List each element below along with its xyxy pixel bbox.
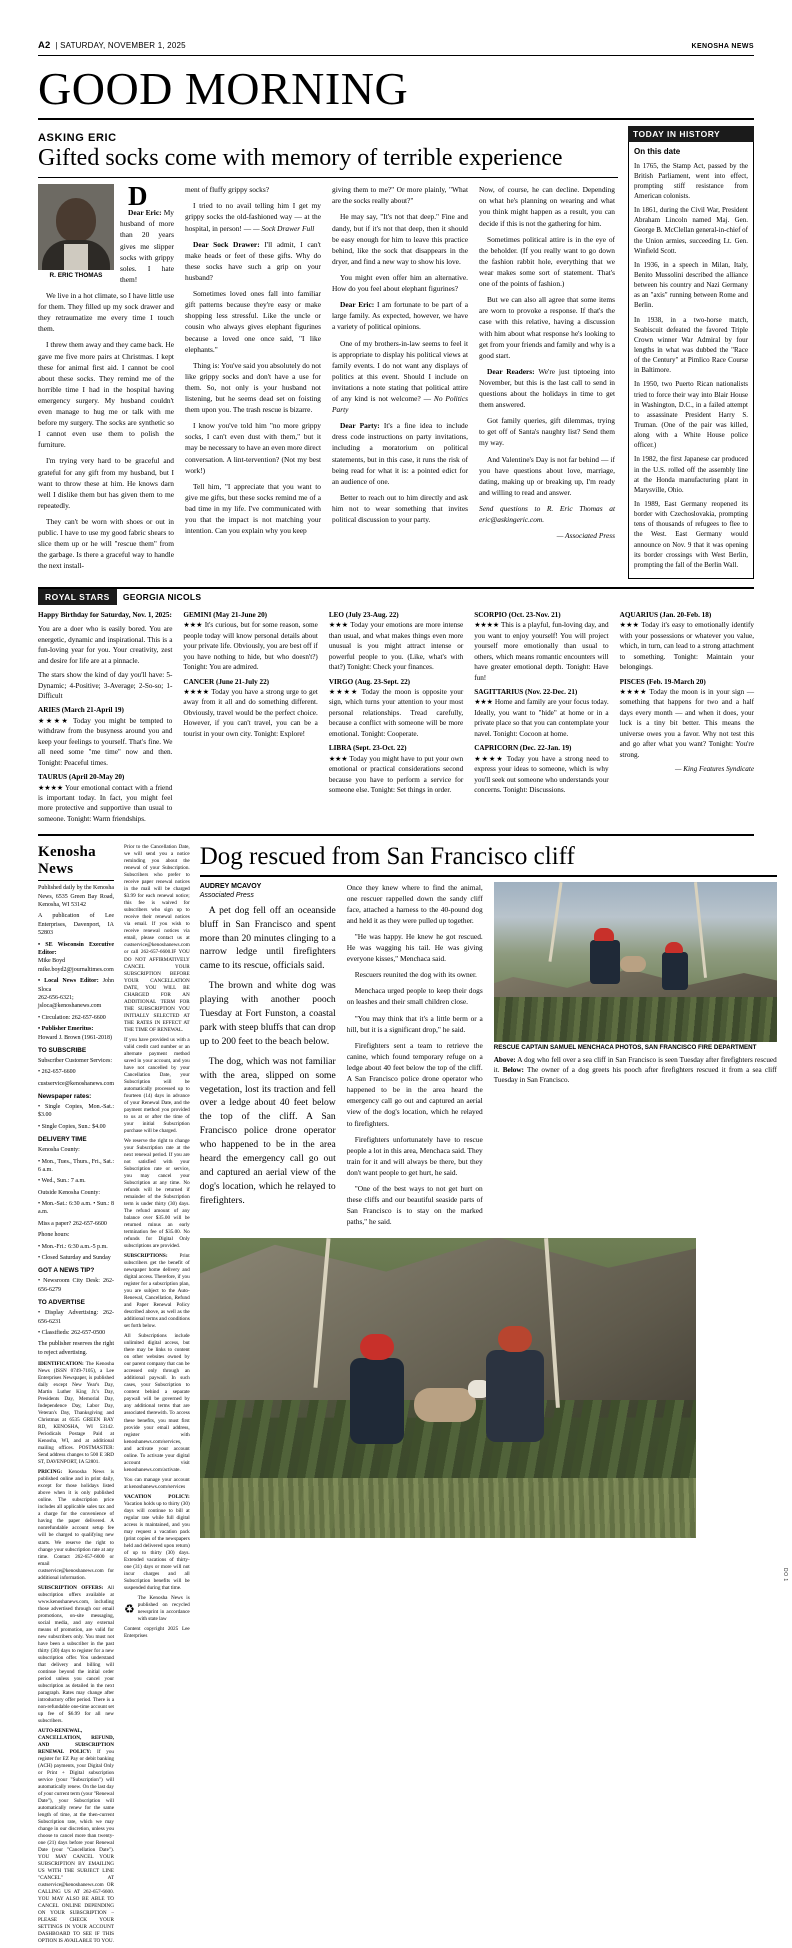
signature: No Politics Party	[332, 394, 468, 415]
exec-editor-email[interactable]: mike.boyd2@journaltimes.com	[38, 966, 114, 973]
paragraph: Now, of course, he can decline. Depending on what he's planning on wearing and what you think might happen as a result, you can decide if this is not the gathering for him.	[479, 185, 615, 228]
royal-stars-header	[38, 587, 754, 605]
recycle-note: The Kenosha News is published on recycled newsprint in accordance with state law	[137, 1594, 190, 1622]
history-entry: In 1938, in a two-horse match, Seabiscuit defeated the favored Triple Crown winner War Admiral by four lengths in what was dubbed the "Race of the Century" at Pimlico Race Course in Baltimore.	[634, 315, 748, 375]
paragraph-text: I am fortunate to be part of a large family. As expected, however, we have a variety of political opinions.	[332, 300, 468, 332]
sign-stars: ★★★★	[328, 688, 359, 696]
salutation: Dear Eric:	[128, 208, 162, 218]
autorenew-label: AUTO-RENEWAL, CANCELLATION, REFUND, AND SUBSCRIPTION RENEWAL POLICY:	[38, 1727, 115, 1755]
paragraph: "One of the best ways to not get hurt on these cliffs and our beautiful seaside parts of San Francisco is to stay on the marked paths," he said.	[346, 1184, 483, 1227]
sign-text: Home and family are your focus today. Ideally, you want to "hide" at home or in a private place so that you can contemplate your navel. Tonight: Cocoon at home.	[474, 698, 609, 738]
sign-name: PISCES (Feb. 19-March 20)	[619, 677, 706, 686]
birthday-title: Happy Birthday for Saturday, Nov. 1, 2025:	[38, 610, 172, 619]
dog-lead	[200, 904, 336, 1208]
rates-title: Newspaper rates:	[38, 1093, 92, 1101]
paragraph-text: My husband of more than 20 years gives me slipper socks with grippy soles. I hate them!	[120, 208, 174, 284]
sign-text: Today you might have to put your own emotional or practical considerations second because you have to perform a service for someone else. Tonight: Set things in order.	[328, 754, 464, 794]
horoscope-column-4	[474, 610, 608, 828]
paragraph	[332, 420, 468, 487]
paragraph-text: It's a fine idea to include dress code instructions on party invitations, including a moratorium on political statements, but in this case, it runs the risk of being read for what it is: a pointed edict for an audience of one.	[332, 421, 468, 486]
photo-caption	[494, 1055, 777, 1086]
dog-photo-block	[494, 882, 777, 1233]
autorenew-text-2: Prior to the Cancellation Date, we will send you a notice reminding you about the renewal of your Subscription. Subscribers who prefer to receive paper renewal notices in the mail will be charged $3.99 for each renewal notice; this fee is waived for subscribers who sign up to receive their renewal notices via email. If you wish to receive renewal notices via email, please contact us at custservice@kenoshanews.com or call 262-657-6600.IF YOU DO NOT AFFIRMATIVELY CANCEL YOUR SUBSCRIPTION BEFORE YOUR CANCELLATION DATE, YOU WILL BE CHARGED FOR AN ADDITIONAL TERM FOR THE SUBSCRIPTION YOU INITIALLY SELECTED AT THE RATES IN EFFECT AT THE TIME OF RENEWAL.	[124, 844, 190, 1033]
page-number: A2	[38, 40, 51, 51]
caption-text-below: The owner of a dog greets his pooch after firefighters rescued it from a sea cliff Tuesday in San Francisco.	[493, 1066, 777, 1085]
masthead-details	[38, 884, 114, 1357]
sign-name: LEO (July 23-Aug. 22)	[328, 610, 399, 619]
dog-headline: Dog rescued from San Francisco cliff	[199, 843, 575, 871]
subscriptions-label: SUBSCRIPTIONS:	[124, 1253, 168, 1260]
divider	[38, 177, 618, 178]
copyright-line: Content copyright 2025 Lee Enterprises	[124, 1625, 190, 1639]
delivery-line: • Mon., Tues., Thurs., Fri., Sat.: 6 a.m.	[38, 1158, 115, 1173]
subscribe-line[interactable]: • 262-657-6600	[38, 1069, 76, 1076]
paragraph-text: One of my brothers-in-law seems to feel it is appropriate to display his political views at family events. I do not want any displays of politics at this event. Should I include on invitations a note stating that political attire of any kind is not welcome? —	[332, 338, 468, 404]
subscribe-line[interactable]: custservice@kenoshanews.com	[38, 1080, 115, 1087]
paragraph: They can't be worn with shoes or out in public. I have to use my good fabric shears to slice them up or he will "rescue them" from the garbage. Is there a graceful way to handle the next install-	[38, 517, 174, 571]
exec-editor	[38, 941, 114, 975]
identification-label: IDENTIFICATION:	[38, 1361, 84, 1368]
outside-line: Miss a paper? 262-657-6600	[38, 1220, 107, 1227]
sign-stars: ★★★★	[474, 621, 500, 630]
advertise-line: The publisher reserves the right to reject advertising.	[38, 1341, 115, 1356]
news-editor-name: John Sloca	[38, 978, 115, 993]
sign-stars: ★★★	[474, 698, 493, 707]
exec-editor-label: • SE Wisconsin Executive Editor:	[38, 941, 115, 956]
news-editor-contact[interactable]: 262-656-6321; jsloca@kenoshanews.com	[38, 994, 102, 1010]
history-entry: In 1989, East Germany reopened its border with Czechoslovakia, prompting tens of thousands of refugees to flee to the West. East Germany would announce on Nov. 9 that it was opening its border crossings with West Berlin, prompting the fall of the Berlin Wall.	[634, 499, 748, 569]
identification-text: The Kenosha News (ISSN 0749-7105), a Lee Enterprises Newspaper, is published daily except New Year's Day, Martin Luther King Jr.'s Day, Presidents Day, Memorial Day, Independence Day, Labor Day, Veteran's Day, Thanksgiving and Christmas at 6535 GREEN BAY RD, KENOSHA, WI 53142. Periodicals Postage Paid at Kenosha, WI, and at additional mailing offices. POSTMASTER: Send address changes to 500 E 3RD ST, DAVENPORT, IA 52801.	[38, 1361, 115, 1466]
paragraph: "You may think that it's a little berm or a hill, but it is a significant drop," he said.	[346, 1013, 483, 1034]
horoscope-sign	[38, 705, 172, 768]
paragraph: But we can also all agree that some items are worn to provoke a response. If that's the case with this relative, having a discussion with him about what response he's looking to get from your friends and family and why is a good start.	[479, 295, 615, 360]
today-in-history-body	[628, 142, 754, 579]
salutation: Dear Party:	[340, 421, 380, 431]
publisher-name: Howard J. Brown (1961-2018)	[38, 1034, 112, 1041]
delivery-line: • Wed., Sun.: 7 a.m.	[38, 1178, 86, 1185]
caption-label-below: Below:	[502, 1066, 524, 1074]
paragraph	[185, 200, 321, 233]
publisher-emeritus	[38, 1025, 114, 1042]
paragraph: Thing is: You've said you absolutely do not like grippy socks and don't have a use for them. So, not only is your husband not listening, but he seems dead set on foisting them upon you. The trash rescue is bizarre.	[185, 360, 321, 415]
delivery-title: DELIVERY TIME	[38, 1136, 87, 1144]
rate-line: • Single Copies, Mon.-Sat.: $3.00	[38, 1104, 115, 1119]
history-entry: In 1765, the Stamp Act, passed by the British Parliament, went into effect, prompting stiff resistance from American colonists.	[634, 161, 748, 201]
sign-text: It's curious, but for some reason, some people today will know personal details about your private life. Obviously, you are best off if you have nothing to hide, but who doesn't?) Tonight: You are admired.	[183, 621, 318, 672]
rescue-photo-bottom	[200, 1238, 696, 1538]
subscribe-line: Subscriber Customer Services:	[38, 1057, 112, 1064]
sign-text: Today the moon is in your sign — something that happens for two and a half days every month — and when it does, your luck is a tiny bit better. This means the universe owes you a favor. Why not test this and go after what you want? Tonight: You're strong.	[619, 688, 755, 759]
recycle-icon: ♻	[124, 1601, 135, 1616]
vacation-text: Vacation holds up to thirty (30) days will continue to bill at regular rate while full digital access is maintained, and you may request a vacation pack (print copies of the newspapers held and delivered upon return) of up to thirty (30) days. Extended vacations of thirty-one (31) days or more will not incur charges and all Subscription benefits will be suspended during that time.	[124, 1500, 190, 1591]
subscriptions-text-2: All Subscriptions include unlimited digital access, but there may be links to content on other websites owned by our parent company that can be accessed only through an additional paywall. In such cases, your Subscription to content behind a separate paywall will be governed by any additional terms that are associated therewith. To access these benefits, you must first provide your email address, register with kenoshanews.com/services, and activate your account online. To activate your digital account visit kenoshanews.com/activate.	[124, 1333, 190, 1473]
suboffers-text: All subscription offers available at www.kenoshanews.com, including those advertised through our email promotions, on-site messaging, social media, and any external means of promotion, are valid for new subscribers only. You must not have been a subscriber in the past thirty (30) days to register for a new subscription offer. You understand that delivery and billing will continue beyond the initial order period unless you cancel your subscription as detailed in the next paragraph. Rates may change after introductory offer period. There is a non-refundable one-time account set up fee of $6.99 for all new subscribers.	[38, 1584, 115, 1724]
paragraph	[332, 338, 468, 416]
paragraph: And Valentine's Day is not far behind — if you have questions about love, marriage, dating, making up or breaking up, I'm ready and willing to read and answer.	[479, 454, 615, 497]
paragraph: "He was happy. He knew he got rescued. He was wagging his tail. He was giving everyone kisses," Menchaca said.	[346, 931, 483, 964]
subscriptions-text: Print subscribers get the benefit of newspaper home delivery and digital access. Therefore, if you register for a subscription plan, you are subject to the Auto-Renewal, Cancellation, Refund and Paper Renewal Policy described above, as well as the additional terms and conditions set forth below.	[124, 1253, 190, 1330]
history-entry: In 1950, two Puerto Rican nationalists tried to force their way into Blair House in Washington, D.C., in a failed attempt to assassinate President Harry S. Truman. (One of the pair was killed, along with a White House police officer.)	[634, 380, 748, 450]
outside-title: Outside Kenosha County:	[38, 1189, 100, 1196]
exec-editor-name: Mike Boyd	[38, 958, 66, 965]
vacation-label: VACATION POLICY:	[124, 1493, 190, 1500]
page-paper-name: KENOSHA NEWS	[691, 43, 754, 50]
sign-text: Today the moon is opposite your sign, which turns your attention to your most personal relationships. Tread carefully, because a conflict with someone will be more emotional. Tonight: Cooperate.	[328, 688, 464, 738]
sign-name: SCORPIO (Oct. 23-Nov. 21)	[474, 610, 561, 619]
paragraph	[185, 239, 321, 283]
sign-stars: ★★★	[328, 754, 348, 763]
advertise-line[interactable]: • Display Advertising: 262-656-6231	[38, 1310, 115, 1325]
page-title: GOOD MORNING	[38, 56, 754, 120]
paragraph-text: I tried to no avail telling him I get my grippy socks the old-fashioned way — at the hospital, in person! —	[185, 201, 321, 233]
today-in-history-subtitle: On this date	[634, 147, 681, 156]
phone-line: • Closed Saturday and Sunday	[38, 1255, 111, 1262]
paragraph: giving them to me?" Or more plainly, "What are the socks really about?"	[332, 185, 468, 206]
royal-stars-byline: GEORGIA NICOLS	[122, 591, 202, 602]
paragraph: I know you've told him "no more grippy socks, I can't even dust with them," but it may be necessary to have an even more direct conversation. A lint-tervention? (Not my best work!)	[185, 421, 321, 475]
salutation: Dear Readers:	[487, 366, 535, 376]
paragraph	[332, 299, 468, 332]
dropcap: D	[128, 181, 148, 212]
page-date: SATURDAY, NOVEMBER 1, 2025	[60, 41, 186, 50]
dog-column-1	[200, 882, 336, 1233]
phone-line: • Mon.-Fri.: 6:30 a.m.-5 p.m.	[38, 1243, 108, 1250]
history-entry: In 1861, during the Civil War, President Abraham Lincoln named Maj. Gen. George B. McClellan general-in-chief of the Union armies, succeeding Lt. Gen. Winfield Scott.	[634, 206, 748, 255]
photo-credit: RESCUE CAPTAIN SAMUEL MENCHACA PHOTOS, SAN FRANCISCO FIRE DEPARTMENT	[493, 1043, 757, 1051]
news-editor-label: • Local News Editor:	[38, 978, 99, 985]
news-editor	[38, 977, 114, 1011]
division-info: A publication of Lee Enterprises, Davenport, IA 52803	[38, 913, 115, 937]
news-tip-line[interactable]: • Newsroom City Desk: 262-656-6279	[38, 1278, 115, 1293]
published-info: Published daily by the Kenosha News, 6535 Green Bay Road, Kenosha, WI 53142	[38, 885, 115, 909]
horoscope-column-2	[183, 610, 317, 828]
sign-stars: ★★★★	[619, 688, 647, 696]
autorenew-text-3: If you have provided us with a valid credit card number or an alternate payment method saved in your account, and you have not cancelled by your Cancellation Date, your Subscription will be automatically processed up to fourteen (14) days in advance of your Renewal Date, and the payment method you provided to us at or after the time of your initial Subscription purchase will be charged.	[124, 1036, 190, 1134]
wire-credit: — Associated Press	[556, 531, 615, 541]
paragraph: I threw them away and they came back. He gave me five more pairs at Christmas. I kept these for animal first aid. I cannot be cool about these socks. They remind me of the horrible time I had in the hospital having emergency surgery. My husband couldn't even manage to hug me or talk with me before my surgery. The socks are synthetic so I cannot even use them to polish the furniture.	[38, 340, 174, 450]
sign-text: Today it's easy to emotionally identify with your possessions or whatever you value, which, in turn, can lead to a strong attachment to something. Tonight: Maintain your belongings.	[619, 621, 755, 672]
paragraph: Once they knew where to find the animal, one rescuer rappelled down the sandy cliff face, attached a harness to the 40-pound dog and held it as they were pulled up together.	[346, 882, 483, 925]
delivery-sub: Kenosha County:	[38, 1147, 80, 1154]
today-in-history-box	[628, 126, 754, 579]
sign-text: Your emotional contact with a friend is important today. In fact, you might feel more protective and supportive than usual to someone. Tonight: Warm friendships.	[38, 783, 173, 823]
horoscope-sign	[329, 610, 463, 673]
sign-text: Today you have a strong urge to get away from it all and do something different. Obviously, travel would be the perfect choice. However, if you can't travel, you can be a tourist in your own city. Tonight: Explore!	[183, 688, 318, 738]
paragraph: Better to reach out to him directly and ask him not to wear something that invites political discussion to your party.	[332, 492, 468, 525]
sign-name: SAGITTARIUS (Nov. 22-Dec. 21)	[474, 688, 578, 696]
page-header	[38, 40, 754, 56]
asking-eric-column-2	[185, 184, 321, 576]
paragraph: The brown and white dog was playing with another pooch Tuesday at Fort Funston, a coastal park with steep bluffs that can drop up to 200 feet to the beach below.	[199, 980, 336, 1047]
legal-overflow-column	[124, 844, 190, 1948]
horoscope-column-3	[329, 610, 463, 828]
horoscope-sign	[183, 677, 317, 740]
asking-eric-headline: Gifted socks come with memory of terrible experience	[38, 145, 563, 171]
horoscope-sign	[329, 677, 463, 740]
sign-name: AQUARIUS (Jan. 20-Feb. 18)	[619, 610, 712, 619]
caption-label-above: Above:	[493, 1055, 516, 1064]
contact-note: Send questions to R. Eric Thomas at eric@askingeric.com.	[479, 504, 615, 525]
subscribe-title: TO SUBSCRIBE	[38, 1046, 87, 1054]
today-in-history-title: TODAY IN HISTORY	[628, 126, 754, 142]
horoscope-sign	[474, 743, 608, 795]
sign-stars: ★★★	[183, 621, 203, 630]
birthday-text: You are a doer who is easily bored. You are energetic, dynamic and inspirational. This is a fun-loving year for you. Your creativity, zest and desire for life are at a pinnacle.	[38, 625, 173, 665]
dog-column-2	[347, 882, 483, 1233]
royal-stars-tag: ROYAL STARS	[38, 589, 117, 605]
paragraph-text: We're just tiptoeing into November, but this is the last call to send in questions about the holidays in time to get them answered.	[479, 366, 615, 410]
paragraph: Tell him, "I appreciate that you want to give me gifts, but these socks remind me of a bad time in my life. I've communicated with you that the impact is not matching your intention. Can you explain why you keep	[185, 481, 321, 536]
horoscope-column-5	[620, 610, 754, 828]
horoscope-column-1	[38, 610, 172, 828]
sign-stars: ★★★★	[183, 688, 210, 696]
signature: — Sock Drawer Full	[252, 223, 315, 233]
sign-name: TAURUS (April 20-May 20)	[38, 773, 125, 782]
page-header-left: A2 | SATURDAY, NOVEMBER 1, 2025	[38, 40, 186, 51]
divider	[200, 875, 777, 877]
sign-stars: ★★★	[328, 621, 349, 630]
sign-text: Today your emotions are more intense than usual, and what makes things even more unusual is you might attract intense or powerful people to you. (Like, what's with that?) Tonight: Check your finances.	[328, 621, 464, 672]
horoscope-sign	[620, 677, 754, 761]
newspaper-masthead-box	[38, 844, 114, 1948]
advertise-title: TO ADVERTISE	[38, 1299, 85, 1307]
caption-text-above: A dog who fell over a sea cliff in San Francisco is seen Tuesday after firefighters rescued it.	[493, 1055, 777, 1074]
paragraph: We live in a hot climate, so I have little use for them. They filled up my sock drawer and they retraumatize me every time I touch them.	[38, 290, 174, 334]
byline-name: AUDREY MCAVOY	[199, 882, 262, 890]
pricing-label: PRICING:	[38, 1469, 63, 1476]
sign-stars: ★★★	[619, 621, 640, 630]
paragraph: Menchaca urged people to keep their dogs on leashes and their small children close.	[346, 986, 483, 1007]
news-tip-title: GOT A NEWS TIP?	[38, 1267, 95, 1275]
circulation-line: • Circulation: 262-657-6600	[38, 1014, 106, 1021]
pricing-text: Kenosha News is published online and in print daily, except for those holidays listed above when it is only published online. The subscription price includes all applicable sales tax and a charge for the convenience of having the paper delivered. A nonrefundable account setup fee will be charged to qualifying new starts. We reserve the right to change your subscription rate at any time. Contact 262-657-6600 or email custservice@kenoshanews.com for additional information.	[38, 1469, 115, 1581]
dog-rescue-article	[200, 844, 777, 1948]
paragraph: Sometimes political attire is in the eye of the beholder. (If you really want to go down the fashion rabbit hole, everything that we wear makes some sort of statement. That's one of the points of fashion.)	[479, 234, 615, 289]
publisher-label: • Publisher Emeritus:	[38, 1026, 94, 1033]
paragraph: Got family queries, gift dilemmas, trying to get off of Santa's naughty list? Send them my way.	[479, 416, 615, 448]
stars-key: The stars show the kind of day you'll have: 5-Dynamic; 4-Positive; 3-Average; 2-So-so; 1-Difficult	[38, 671, 173, 700]
history-entry: In 1982, the first Japanese car produced in the U.S. rolled off the assembly line at the Honda manufacturing plant in Marysville, Ohio.	[634, 455, 748, 494]
legal-text-block	[38, 1361, 114, 1945]
asking-eric-column-1	[38, 181, 174, 576]
horoscope-sign	[474, 687, 608, 739]
rescue-photo-top	[494, 882, 777, 1042]
horoscope-sign	[183, 610, 317, 673]
paragraph: Sometimes loved ones fall into familiar gift patterns because they're easy or make shopping less stressful. Like the uncle or cousin who always gives elephant figurines because a loved one once said, "I like elephants."	[185, 289, 321, 354]
sign-name: LIBRA (Sept. 23-Oct. 22)	[328, 744, 407, 753]
sign-name: VIRGO (Aug. 23-Sept. 22)	[328, 677, 411, 686]
subscriptions-text-3: You can manage your account at kenoshanews.com/services	[124, 1476, 190, 1490]
sign-stars: ★★★★	[474, 754, 504, 763]
paragraph: Firefighters unfortunately have to rescue people a lot in this area, Menchaca said. They train for it and will always be there, but they don't want people to get hurt, he said.	[346, 1134, 483, 1178]
horoscope-sign	[329, 743, 463, 795]
sign-stars: ★★★★	[38, 783, 64, 792]
sign-name: CAPRICORN (Dec. 22-Jan. 19)	[474, 744, 572, 753]
paragraph: Firefighters sent a team to retrieve the canine, which found temporary refuge on a ledge about 40 feet below the top of the cliff. A San Francisco police drone operator who happened to be in the area heard the emergency call go out and captured an aerial view of the dog's location, which he relayed to firefighters.	[346, 1040, 483, 1128]
asking-eric-kicker: ASKING ERIC	[38, 132, 117, 144]
paragraph: You might even offer him an alternative. How do you feel about elephant figurines?	[332, 272, 468, 294]
paragraph: Rescuers reunited the dog with its owner.	[354, 970, 477, 980]
phone-title: Phone hours:	[38, 1232, 70, 1239]
sign-name: GEMINI (May 21-June 20)	[183, 610, 268, 619]
outside-line: • Mon.-Sat.: 6:30 a.m. • Sun.: 8 a.m.	[38, 1201, 115, 1216]
advertise-line[interactable]: • Classifieds: 262-657-0500	[38, 1329, 106, 1336]
paragraph: He may say, "It's not that deep." Fine and dandy, but if it's not that deep, then it should be easy enough for him to leave this practice behind, like the sock that disappears in the dryer, and find a new way to show his love.	[332, 212, 468, 266]
suboffers-label: SUBSCRIPTION OFFERS:	[38, 1584, 104, 1591]
sign-stars: ★★★★	[38, 716, 70, 725]
autorenew-text: If you register for EZ Pay or debit banking (ACH) payments, your Digital Only or Print + Digital subscription service (your "Subscription") will automatically renew. On the last day of your current term (your "Renewal Date"), your Subscription will automatically renew for the same length of time, at the then-current Subscription rate, which we may change in our discretion, unless you choose to cancel more than twenty-one (21) days before your Renewal Date (your "Cancellation Date"). YOU MAY CANCEL YOUR SUBSCRIPTION BY EMAILING US WITH THE SUBJECT LINE "CANCEL" AT custservice@kenoshanews.com OR CALLING US AT 262-657-6600. YOU MAY ALSO BE ABLE TO CANCEL ONLINE DEPENDING ON YOUR SUBSCRIPTION – PLEASE CHECK YOUR SETTINGS IN YOUR ACCOUNT DASHBOARD TO SEE IF THIS OPTION IS AVAILABLE TO YOU.	[38, 1748, 115, 1945]
paragraph: The dog, which was not familiar with the area, slipped on some vegetation, lost its traction and fell over a ledge about 40 feet below the top of the cliff. A San Francisco police drone operator who happened to be in the area heard the emergency call go out and captured an aerial view of the dog's location, which he relayed to firefighters.	[199, 1055, 336, 1206]
paragraph: I'm trying very hard to be graceful and grateful for any gift from my husband, but I want to throw these at him. He knows darn well I dislike them but has given them to me repeatedly.	[38, 456, 174, 510]
sign-text: This is a playful, fun-loving day, and you want to enjoy yourself! You will project yourself more emotionally than usual to others, which means romantic encounters will have greater emotional depth. Tonight: Have fun!	[474, 621, 609, 682]
sign-name: ARIES (March 21-April 19)	[38, 706, 124, 715]
salutation: Dear Sock Drawer:	[193, 239, 260, 249]
asking-eric-column-3	[332, 184, 468, 576]
byline-org: Associated Press	[199, 891, 254, 899]
syndicate-credit: — King Features Syndicate	[675, 765, 755, 774]
autorenew-text-4: We reserve the right to change your Subscription rate at the next renewal period. If you are not satisfied with your Subscription rate or service, you may cancel your Subscription at any time. No refunds will be returned if remainder of the Subscription term is under thirty (30) days. The refund amount of any balance over $35.00 will be returned minus an early termination fee of $35.00. No refunds for Digital Only subscriptions are provided.	[124, 1137, 190, 1250]
asking-eric-column-4	[479, 184, 615, 576]
salutation: Dear Eric:	[340, 300, 375, 310]
history-entry: In 1936, in a speech in Milan, Italy, Benito Mussolini described the alliance between his country and Nazi Germany as an "axis" running between Rome and Berlin.	[634, 260, 748, 310]
paragraph	[479, 366, 615, 410]
columnist-photo-block	[38, 184, 114, 280]
asking-eric-article	[38, 126, 618, 579]
horoscope-sign	[620, 610, 754, 673]
paragraph-text: I'll admit, I can't make heads or feet of these gifts. Why do these socks have such a grip on your husband?	[185, 239, 321, 282]
byline	[200, 882, 336, 900]
paragraph: A pet dog fell off an oceanside bluff in San Francisco and spent more than 20 minutes clinging to a narrow ledge until firefighters came to its rescue, officials said.	[199, 904, 336, 972]
sign-text: Today you might be tempted to withdraw from the busyness around you and keep your feelings to yourself. That's fine. We all need some "me time" now and then. Tonight: Peaceful times.	[38, 716, 173, 767]
newspaper-logo: Kenosha News	[38, 844, 114, 881]
paragraph: ment of fluffy grippy socks?	[185, 185, 270, 195]
sign-name: CANCER (June 21-July 22)	[183, 677, 270, 686]
avatar	[38, 184, 114, 270]
sign-text: Today you have a strong need to express your ideas to someone, which is why you'll seek out someone who understands your concerns. Tonight: Discussions.	[474, 754, 609, 794]
rate-line: • Single Copies, Sun.: $4.00	[38, 1123, 106, 1130]
colophon: DO 1	[782, 1568, 788, 1582]
horoscope-sign	[38, 772, 172, 824]
horoscope-sign	[474, 610, 608, 683]
columnist-name: R. ERIC THOMAS	[49, 272, 103, 280]
